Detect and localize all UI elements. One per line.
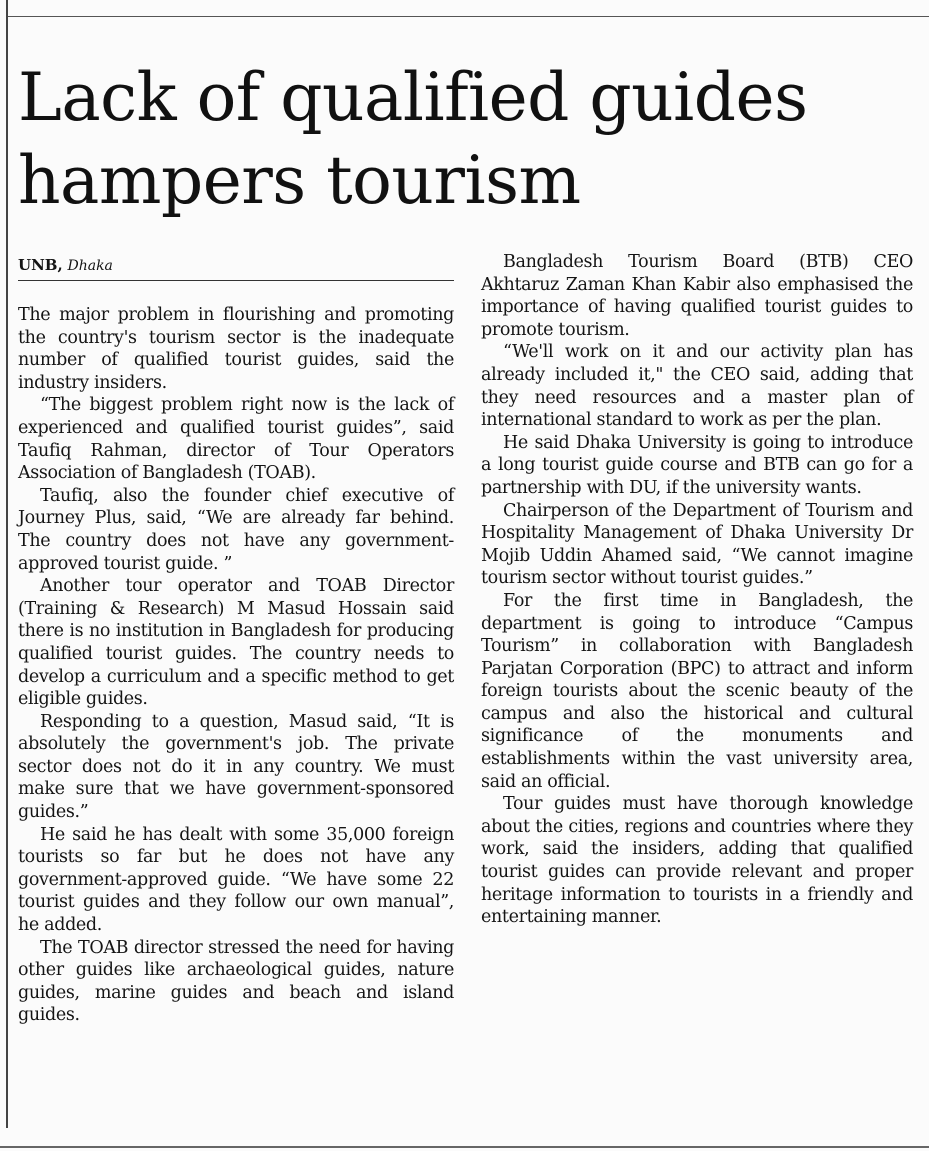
bottom-rule	[0, 1146, 929, 1148]
left-column-rule	[6, 0, 8, 1128]
byline-place: Dhaka	[67, 258, 113, 274]
paragraph: For the first time in Bangladesh, the department is going to introduce “Campus Tourism” in collaboration with Bangladesh Parjatan Corporation (BPC) to attract and inform foreign tourists about the scenic beauty of the campus and also the historical and cultural significance of the monuments and establishments within the vast university area, said an official.	[481, 590, 913, 792]
article-column-1	[18, 304, 454, 1027]
paragraph: “We'll work on it and our activity plan has already included it," the CEO said, adding that they need resources and a master plan of international standard to work as per the plan.	[481, 342, 913, 431]
paragraph: The major problem in flourishing and promoting the country's tourism sector is the inadequate number of qualified tourist guides, said the industry insiders.	[18, 305, 454, 393]
byline	[18, 256, 113, 275]
headline: Lack of qualified guides hampers tourism	[18, 59, 808, 219]
paragraph: Responding to a question, Masud said, “It is absolutely the government's job. The private sector does not do it in any country. We must make sure that we have government-sponsored guides.”	[18, 711, 454, 823]
paragraph: The TOAB director stressed the need for having other guides like archaeological guides, nature guides, marine guides and beach and island guides.	[18, 937, 454, 1026]
paragraph: Chairperson of the Department of Tourism and Hospitality Management of Dhaka University Dr Mojib Uddin Ahamed said, “We cannot imagine tourism sector without tourist guides.”	[481, 500, 913, 589]
article-column-2	[481, 251, 913, 929]
paragraph: He said he has dealt with some 35,000 foreign tourists so far but he does not have any government-approved guide. “We have some 22 tourist guides and they follow our own manual”, he added.	[18, 824, 454, 936]
byline-agency: UNB,	[18, 256, 63, 274]
paragraph: Taufiq, also the founder chief executive of Journey Plus, said, “We are already far behind. The country does not have any government-approved tourist guide. ”	[18, 485, 454, 574]
paragraph: Bangladesh Tourism Board (BTB) CEO Akhtaruz Zaman Khan Kabir also emphasised the importance of having qualified tourist guides to promote tourism.	[481, 252, 913, 340]
paragraph: He said Dhaka University is going to introduce a long tourist guide course and BTB can go for a partnership with DU, if the university wants.	[481, 432, 913, 498]
paragraph: “The biggest problem right now is the lack of experienced and qualified tourist guides”, said Taufiq Rahman, director of Tour Operators Association of Bangladesh (TOAB).	[18, 395, 454, 484]
byline-rule	[18, 280, 454, 281]
paragraph: Tour guides must have thorough knowledge about the cities, regions and countries where they work, said the insiders, adding that qualified tourist guides can provide relevant and proper heritage information to tourists in a friendly and entertaining manner.	[481, 794, 913, 928]
paragraph: Another tour operator and TOAB Director (Training & Research) M Masud Hossain said there is no institution in Bangladesh for producing qualified tourist guides. The country needs to develop a curriculum and a specific method to get eligible guides.	[18, 576, 454, 710]
top-rule	[8, 16, 929, 17]
